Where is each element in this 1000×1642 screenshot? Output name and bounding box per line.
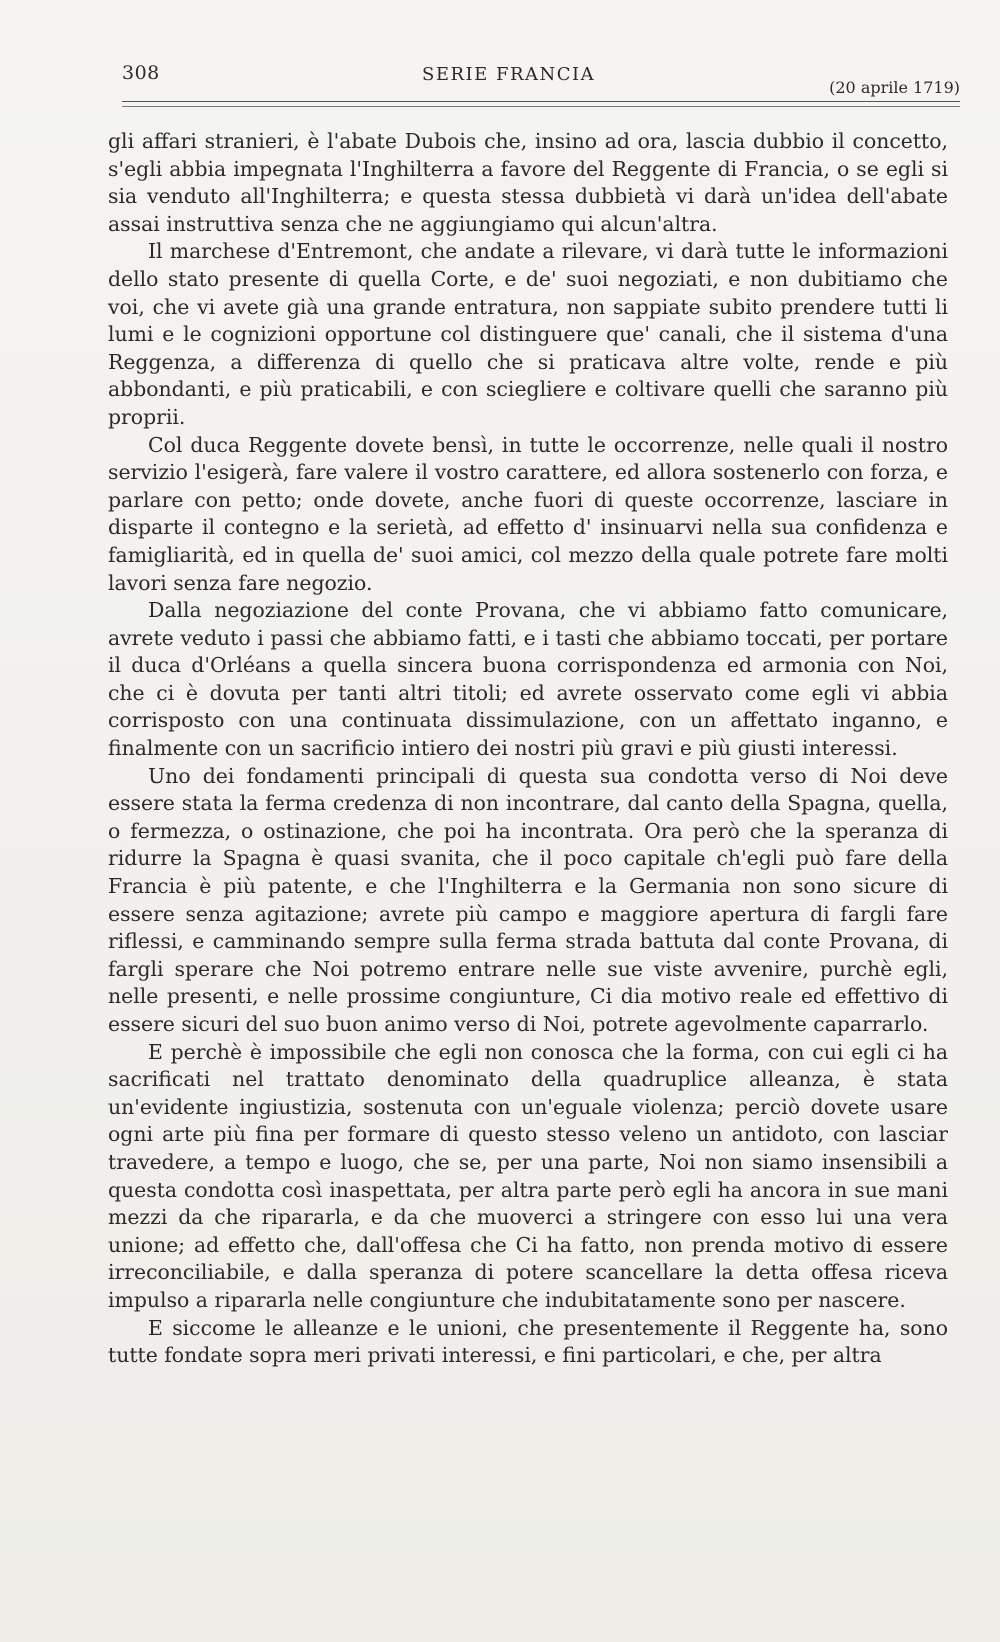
paragraph: Uno dei fondamenti principali di questa sua condotta verso di Noi deve essere stata la ferma credenza di non incontrare, dal canto della Spagna, quella, o fermezza, o ostinazione, che poi ha incontrata. Ora però che la speranza di ridurre la Spagna è quasi svanita, che il poco capitale ch'egli può fare della Francia è più patente, e che l'Inghilterra e la Germania non sono sicure di essere senza agitazione; avrete più campo e maggiore apertura di fargli fare riflessi, e camminando sempre sulla ferma strada battuta dal conte Provana, di fargli sperare che Noi potremo entrare nelle sue viste avvenire, purchè egli, nelle presenti, e nelle prossime congiunture, Ci dia motivo reale ed effettivo di essere sicuri del suo buon animo verso di Noi, potrete agevolmente caparrarlo.: [108, 763, 948, 1036]
paragraph: E perchè è impossibile che egli non conosca che la forma, con cui egli ci ha sacrificati nel trattato denominato della quadruplice alleanza, è stata un'evidente ingiustizia, sostenuta con un'eguale violenza; perciò dovete usare ogni arte più fina per formare di questo stesso veleno un antidoto, con lasciar travedere, a tempo e luogo, che se, per una parte, Noi non siamo insensibili a questa condotta così inaspettata, per altra parte però egli ha ancora in sue mani mezzi da che ripararla, e da che muoverci a stringere con esso lui una vera unione; ad effetto che, dall'offesa che Ci ha fatto, non prenda motivo di essere irreconciliabile, e dalla speranza di potere scancellare la detta offesa riceva impulso a ripararla nelle congiunture che indubitatamente sono per nascere.: [108, 1039, 948, 1312]
paragraph: Il marchese d'Entremont, che andate a rilevare, vi darà tutte le informazioni dello stato presente di quella Corte, e de' suoi negoziati, e non dubitiamo che voi, che vi avete già una grande entratura, non sappiate subito prendere tutti li lumi e le cognizioni opportune col distinguere que' canali, che il sistema d'una Reggenza, a differenza di quello che si praticava altre volte, rende e più abbondanti, e più praticabili, e con sciegliere e coltivare quelli che saranno più proprii.: [108, 239, 948, 429]
paragraph: gli affari stranieri, è l'abate Dubois che, insino ad ora, lascia dubbio il concetto, s'egli abbia impegnata l'Inghilterra a favore del Reggente di Francia, o se egli si sia venduto all'Inghilterra; e questa stessa dubbietà vi darà un'idea dell'abate assai instruttiva senza che ne aggiungiamo qui alcun'altra.: [108, 129, 948, 236]
paragraph: Dalla negoziazione del conte Provana, che vi abbiamo fatto comunicare, avrete veduto i passi che abbiamo fatti, e i tasti che abbiamo toccati, per portare il duca d'Orléans a quella sincera buona corrispondenza ed armonia con Noi, che ci è dovuta per tanti altri titoli; ed avrete osservato come egli vi abbia corrisposto con una continuata dissimulazione, con un affettato inganno, e finalmente con un sacrificio intiero dei nostri più gravi e più giusti interessi.: [108, 598, 948, 761]
body-text: [108, 128, 948, 1370]
paragraph: Col duca Reggente dovete bensì, in tutte le occorrenze, nelle quali il nostro servizio l'esigerà, fare valere il vostro carattere, ed allora sostenerlo con forza, e parlare con petto; onde dovete, anche fuori di queste occorrenze, lasciare in disparte il contegno e la serietà, ad effetto d' insinuarvi nella sua confidenza e famigliarità, ed in quella de' suoi amici, col mezzo della quale potrete fare molti lavori senza fare negozio.: [108, 432, 948, 595]
running-title: SERIE FRANCIA: [422, 64, 596, 85]
header-date: (20 aprile 1719): [829, 78, 960, 97]
paragraph: E siccome le alleanze e le unioni, che presentemente il Reggente ha, sono tutte fondate sopra meri privati interessi, e fini particolari, e che, per altra: [108, 1315, 948, 1368]
header-rule: [122, 101, 960, 107]
page-number: 308: [122, 62, 160, 84]
page-header: [122, 62, 960, 98]
